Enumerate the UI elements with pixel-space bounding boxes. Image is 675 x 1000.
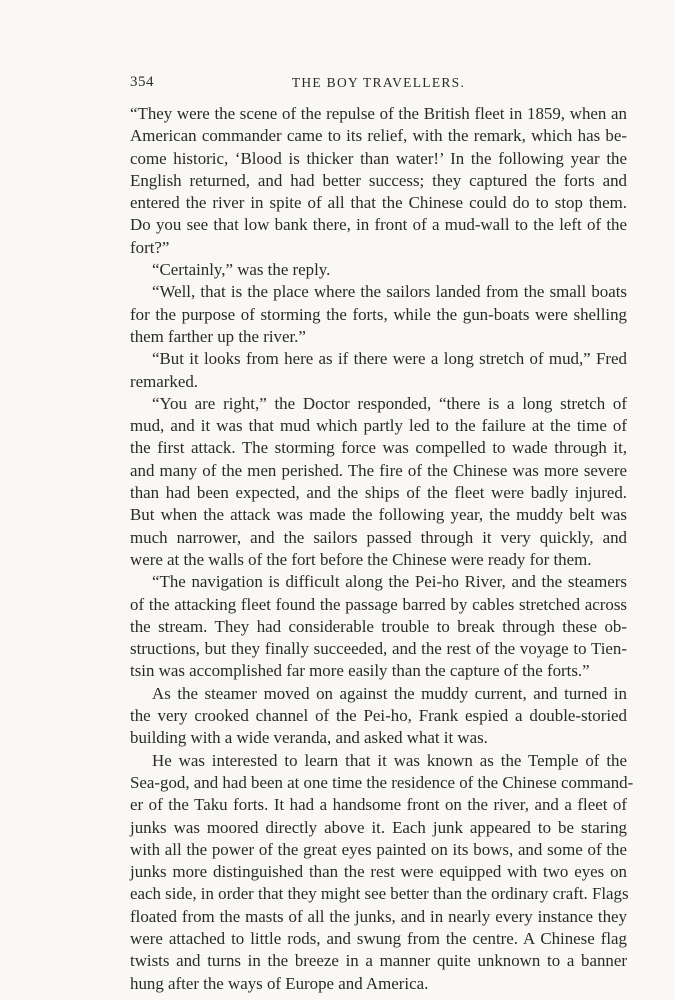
text-line: remarked. bbox=[130, 371, 198, 391]
text-line: “But it looks from here as if there were a long stretch of mud,” Fred bbox=[152, 349, 627, 369]
text-line: the very crooked channel of the Pei-ho, Frank espied a double-storied bbox=[130, 706, 627, 726]
text-line: junks more distinguished than the rest were equipped with two eyes on bbox=[130, 862, 627, 882]
text-line: English returned, and had better success; they captured the forts and bbox=[130, 170, 627, 190]
text-line: tsin was accomplished far more easily than the capture of the forts.” bbox=[130, 661, 590, 681]
text-line: He was interested to learn that it was known as the Temple of the bbox=[152, 750, 627, 770]
page-header bbox=[130, 74, 627, 94]
paragraph bbox=[130, 571, 627, 682]
running-head: THE BOY TRAVELLERS. bbox=[291, 75, 466, 90]
text-line: were at the walls of the fort before the Chinese were ready for them. bbox=[130, 549, 592, 569]
page-number: 354 bbox=[130, 74, 154, 90]
text-line: with all the power of the great eyes painted on its bows, and some of the bbox=[130, 839, 627, 859]
text-line: floated from the masts of all the junks, and in nearly every instance they bbox=[130, 906, 627, 926]
body-text bbox=[130, 103, 634, 995]
paragraph bbox=[130, 683, 627, 750]
text-line: entered the river in spite of all that the Chinese could do to stop them. bbox=[130, 193, 627, 213]
text-line: structions, but they finally succeeded, and the rest of the voyage to Tien- bbox=[130, 639, 627, 659]
paragraph bbox=[130, 259, 627, 281]
text-line: Do you see that low bank there, in front of a mud-wall to the left of the bbox=[130, 215, 627, 235]
paragraph bbox=[130, 750, 634, 995]
text-line: of the attacking fleet found the passage barred by cables stretched across bbox=[130, 594, 627, 614]
text-line: Sea-god, and had been at one time the residence of the Chinese command- bbox=[130, 772, 634, 792]
text-line: “The navigation is difficult along the Pei-ho River, and the steamers bbox=[152, 572, 627, 592]
text-line: “They were the scene of the repulse of the British fleet in 1859, when an bbox=[130, 104, 627, 123]
text-line: were attached to little rods, and swung from the centre. A Chinese flag bbox=[130, 928, 627, 948]
text-line: building with a wide veranda, and asked what it was. bbox=[130, 728, 488, 748]
text-line: twists and turns in the breeze in a manner quite unknown to a banner bbox=[130, 951, 627, 971]
text-line: hung after the ways of Europe and America. bbox=[130, 973, 429, 993]
text-line: As the steamer moved on against the muddy current, and turned in bbox=[152, 683, 627, 703]
text-line: “Well, that is the place where the sailors landed from the small boats bbox=[152, 282, 627, 302]
text-line: for the purpose of storming the forts, while the gun-boats were shelling bbox=[130, 304, 627, 324]
text-line: But when the attack was made the following year, the muddy belt was bbox=[130, 505, 627, 525]
text-line: come historic, ‘Blood is thicker than water!’ In the following year the bbox=[130, 148, 627, 168]
text-line: the first attack. The storming force was compelled to wade through it, bbox=[130, 438, 627, 458]
paragraph bbox=[130, 281, 627, 348]
paragraph bbox=[130, 103, 627, 259]
text-line: than had been expected, and the ships of the fleet were badly injured. bbox=[130, 483, 627, 503]
text-line: the stream. They had considerable trouble to break through these ob- bbox=[130, 616, 627, 636]
text-line: junks was moored directly above it. Each junk appeared to be staring bbox=[130, 817, 627, 837]
text-line: “Certainly,” was the reply. bbox=[152, 260, 331, 280]
text-line: er of the Taku forts. It had a handsome front on the river, and a fleet of bbox=[130, 795, 627, 815]
text-line: fort?” bbox=[130, 237, 170, 257]
paragraph bbox=[130, 393, 627, 571]
text-line: American commander came to its relief, with the remark, which has be- bbox=[130, 126, 627, 146]
text-line: them farther up the river.” bbox=[130, 326, 306, 346]
text-line: mud, and it was that mud which partly led to the failure at the time of bbox=[130, 416, 627, 436]
paragraph bbox=[130, 348, 627, 393]
text-line: much narrower, and the sailors passed through it very quickly, and bbox=[130, 527, 627, 547]
text-line: each side, in order that they might see better than the ordinary craft. Flags bbox=[130, 884, 629, 904]
text-line: “You are right,” the Doctor responded, “there is a long stretch of bbox=[152, 393, 627, 413]
text-line: and many of the men perished. The fire of the Chinese was more severe bbox=[130, 460, 627, 480]
